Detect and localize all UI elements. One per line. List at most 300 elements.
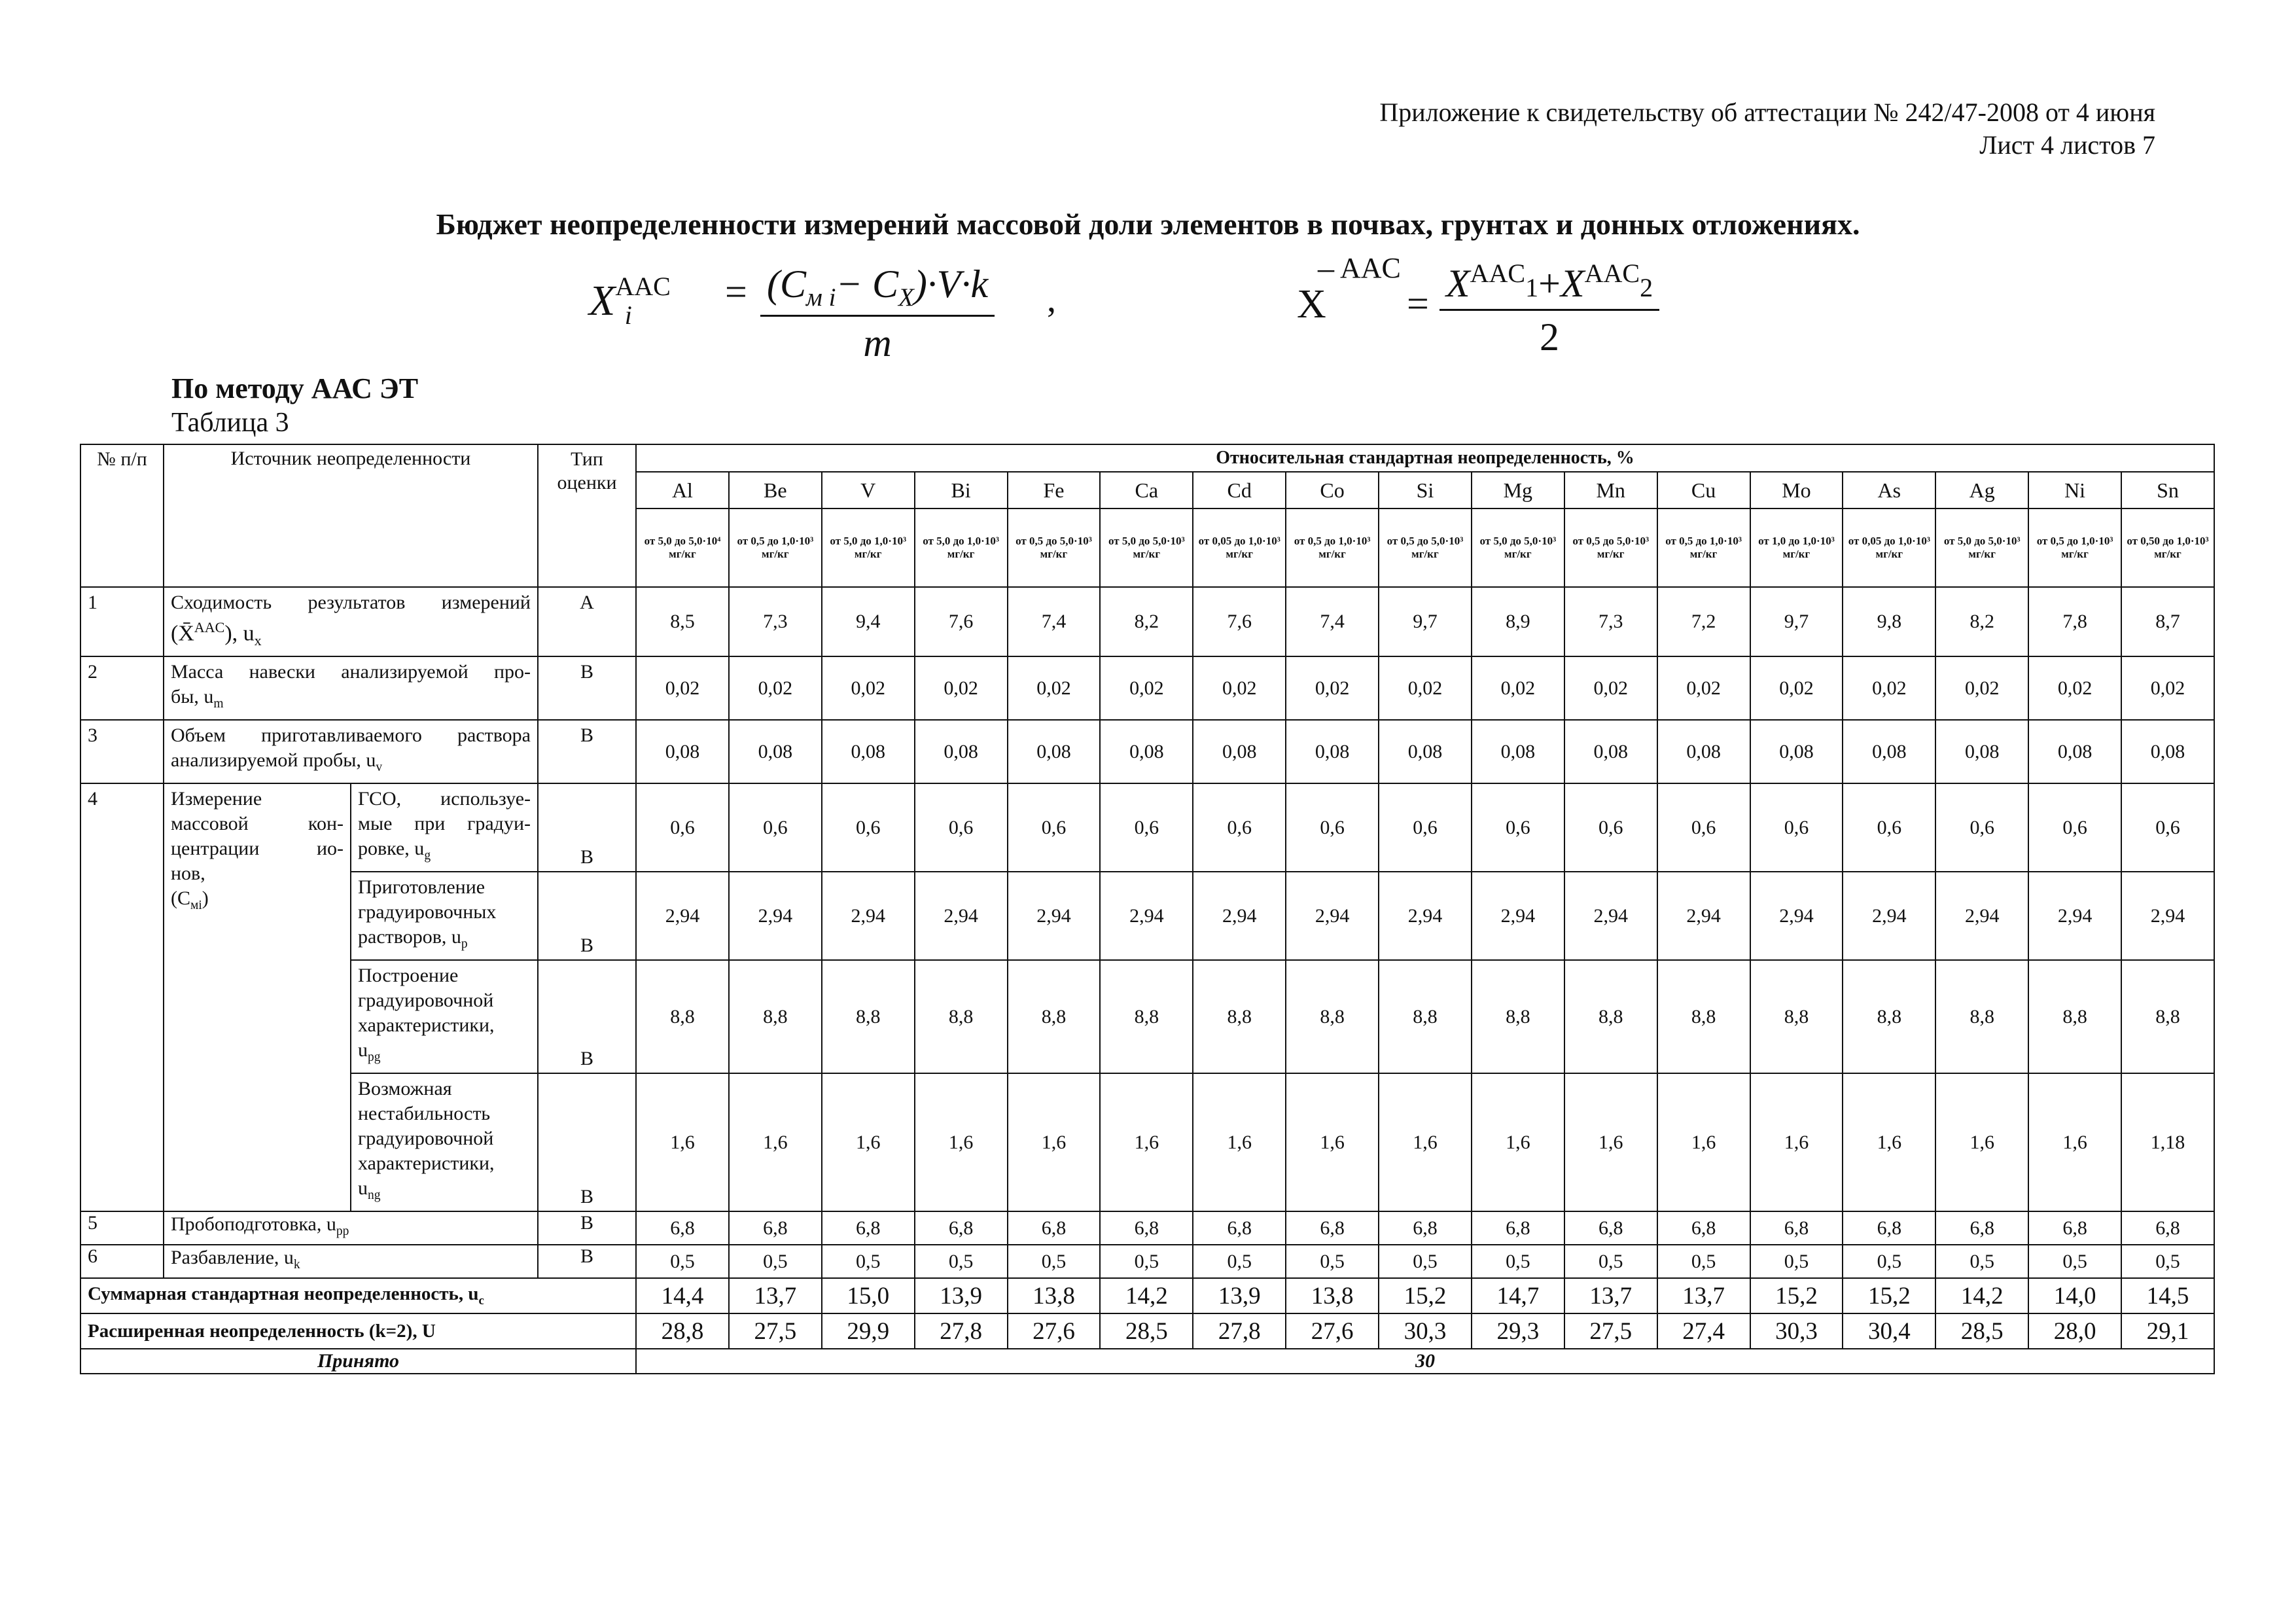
range-header-as: от 0,05 до 1,0·10³ мг/кг — [1843, 508, 1935, 587]
sub-source-line: Приготовление — [358, 876, 486, 899]
sample-preparation-co-value: 6,8 — [1286, 1211, 1379, 1245]
repeatability-be-value: 7,3 — [729, 587, 822, 656]
solution-volume-be-value: 0,08 — [729, 720, 822, 783]
preparation-co-value: 2,94 — [1286, 872, 1379, 960]
solution-volume-mo-value: 0,08 — [1750, 720, 1843, 783]
dilution-cu-value: 0,5 — [1657, 1245, 1750, 1278]
group-line: центрации ио- — [171, 838, 344, 860]
combined-cu-value: 13,7 — [1657, 1278, 1750, 1313]
element-header-as: As — [1843, 472, 1935, 508]
expanded-al-value: 28,8 — [636, 1313, 729, 1349]
solution-volume-v-value: 0,08 — [822, 720, 915, 783]
sample-preparation-cd-value: 6,8 — [1193, 1211, 1286, 1245]
row-number: 2 — [80, 656, 164, 720]
row-source — [164, 720, 538, 783]
element-header-cd: Cd — [1193, 472, 1286, 508]
preparation-mo-value: 2,94 — [1750, 872, 1843, 960]
gso-mn-value: 0,6 — [1564, 783, 1657, 872]
instability-sn-value: 1,18 — [2121, 1073, 2214, 1211]
repeatability-ni-value: 7,8 — [2028, 587, 2121, 656]
combined-as-value: 15,2 — [1843, 1278, 1935, 1313]
repeatability-mn-value: 7,3 — [1564, 587, 1657, 656]
calibration-sn-value: 8,8 — [2121, 960, 2214, 1073]
group-line: нов, — [171, 863, 205, 885]
group-line: $(C_{мi})$ — [171, 887, 209, 913]
instability-ag-value: 1,6 — [1935, 1073, 2028, 1211]
sub-source-line: нестабильность — [358, 1103, 491, 1125]
expanded-sn-value: 29,1 — [2121, 1313, 2214, 1349]
accepted-label: Принято — [80, 1349, 636, 1374]
sample-preparation-be-value: 6,8 — [729, 1211, 822, 1245]
repeatability-as-value: 9,8 — [1843, 587, 1935, 656]
sample-mass-al-value: 0,02 — [636, 656, 729, 720]
col-source-header: Источник неопределенности — [164, 444, 538, 587]
formula1-eq: = — [725, 270, 747, 313]
subscript: x — [254, 632, 262, 649]
preparation-mg-value: 2,94 — [1472, 872, 1564, 960]
expanded-ca-value: 28,5 — [1100, 1313, 1193, 1349]
row-solution-volume — [80, 720, 2214, 783]
range-header-mn: от 0,5 до 5,0·10³ мг/кг — [1564, 508, 1657, 587]
source-line: Масса навески анализируемой про- — [171, 661, 531, 683]
sub-source-line: Возможная — [358, 1078, 452, 1100]
repeatability-al-value: 8,5 — [636, 587, 729, 656]
repeatability-cu-value: 7,2 — [1657, 587, 1750, 656]
combined-ag-value: 14,2 — [1935, 1278, 2028, 1313]
range-header-ag: от 5,0 до 5,0·10³ мг/кг — [1935, 508, 2028, 587]
sub-source-line: градуировочных — [358, 901, 497, 923]
element-header-sn: Sn — [2121, 472, 2214, 508]
calibration-bi-value: 8,8 — [915, 960, 1008, 1073]
uncertainty-budget-table — [80, 444, 2215, 1374]
range-header-bi: от 5,0 до 1,0·10³ мг/кг — [915, 508, 1008, 587]
calibration-be-value: 8,8 — [729, 960, 822, 1073]
gso-al-value: 0,6 — [636, 783, 729, 872]
dilution-ni-value: 0,5 — [2028, 1245, 2121, 1278]
solution-volume-mn-value: 0,08 — [1564, 720, 1657, 783]
element-header-si: Si — [1379, 472, 1472, 508]
subscript: k — [293, 1258, 300, 1272]
range-header-v: от 5,0 до 1,0·10³ мг/кг — [822, 508, 915, 587]
sample-preparation-as-value: 6,8 — [1843, 1211, 1935, 1245]
element-header-ca: Ca — [1100, 472, 1193, 508]
dilution-cd-value: 0,5 — [1193, 1245, 1286, 1278]
row-number: 5 — [80, 1211, 164, 1245]
sub-source-line: ровке, $u_g$ — [358, 838, 431, 863]
element-header-cu: Cu — [1657, 472, 1750, 508]
formula2-eq: = — [1407, 282, 1429, 325]
formula1-lhs: $X^{AAC}_i$ — [589, 272, 671, 330]
combined-bi-value: 13,9 — [915, 1278, 1008, 1313]
col-number-header: № п/п — [80, 444, 164, 587]
gso-ni-value: 0,6 — [2028, 783, 2121, 872]
table-body — [80, 444, 2214, 1374]
sub-source-line: $u_{pg}$ — [358, 1039, 381, 1065]
source-line: Сходимость результатов измерений — [171, 592, 531, 613]
row-repeatability — [80, 587, 2214, 656]
sub-source-line: мые при градуи- — [358, 813, 531, 835]
gso-co-value: 0,6 — [1286, 783, 1379, 872]
sub-source-line: градуировочной — [358, 1128, 494, 1150]
formula2-lhs: X — [1297, 282, 1326, 327]
range-header-mo: от 1,0 до 1,0·10³ мг/кг — [1750, 508, 1843, 587]
header-line-1: Приложение к свидетельству об аттестации № 242/47-2008 от 4 июня — [1379, 98, 2155, 127]
subscript: pg — [368, 1050, 381, 1065]
combined-mo-value: 15,2 — [1750, 1278, 1843, 1313]
repeatability-v-value: 9,4 — [822, 587, 915, 656]
row-number: 6 — [80, 1245, 164, 1278]
preparation-ag-value: 2,94 — [1935, 872, 2028, 960]
row-source — [164, 656, 538, 720]
group-line: Измерение — [171, 788, 262, 810]
solution-volume-al-value: 0,08 — [636, 720, 729, 783]
sub-source-line: градуировочной — [358, 990, 494, 1012]
subscript: c — [478, 1294, 484, 1308]
repeatability-mg-value: 8,9 — [1472, 587, 1564, 656]
sub-source-line: характеристики, — [358, 1152, 495, 1175]
row-type: B — [538, 872, 636, 960]
subscript: мi — [190, 899, 202, 913]
sample-mass-mn-value: 0,02 — [1564, 656, 1657, 720]
repeatability-co-value: 7,4 — [1286, 587, 1379, 656]
sample-mass-fe-value: 0,02 — [1008, 656, 1101, 720]
preparation-sn-value: 2,94 — [2121, 872, 2214, 960]
dilution-mn-value: 0,5 — [1564, 1245, 1657, 1278]
row-sample-mass — [80, 656, 2214, 720]
sample-preparation-bi-value: 6,8 — [915, 1211, 1008, 1245]
element-header-ag: Ag — [1935, 472, 2028, 508]
element-header-fe: Fe — [1008, 472, 1101, 508]
subscript: pp — [336, 1224, 349, 1239]
solution-volume-co-value: 0,08 — [1286, 720, 1379, 783]
preparation-mn-value: 2,94 — [1564, 872, 1657, 960]
dilution-ca-value: 0,5 — [1100, 1245, 1193, 1278]
element-header-mg: Mg — [1472, 472, 1564, 508]
range-header-be: от 0,5 до 1,0·10³ мг/кг — [729, 508, 822, 587]
source-line: Объем приготавливаемого раствора — [171, 724, 531, 747]
instability-ni-value: 1,6 — [2028, 1073, 2121, 1211]
combined-mg-value: 14,7 — [1472, 1278, 1564, 1313]
expanded-co-value: 27,6 — [1286, 1313, 1379, 1349]
row-number: 1 — [80, 587, 164, 656]
row-measurement-instability — [80, 1073, 2214, 1211]
col-type-header: Тип оценки — [538, 444, 636, 587]
combined-ca-value: 14,2 — [1100, 1278, 1193, 1313]
expanded-mn-value: 27,5 — [1564, 1313, 1657, 1349]
source-line: бы, $u_m$ — [171, 686, 224, 711]
sub-source-line: растворов, $u_p$ — [358, 926, 468, 952]
calibration-as-value: 8,8 — [1843, 960, 1935, 1073]
range-header-cd: от 0,05 до 1,0·10³ мг/кг — [1193, 508, 1286, 587]
col-group-header: Относительная стандартная неопределенность, % — [636, 444, 2214, 472]
gso-si-value: 0,6 — [1379, 783, 1472, 872]
solution-volume-ni-value: 0,08 — [2028, 720, 2121, 783]
gso-ag-value: 0,6 — [1935, 783, 2028, 872]
instability-mg-value: 1,6 — [1472, 1073, 1564, 1211]
repeatability-cd-value: 7,6 — [1193, 587, 1286, 656]
instability-bi-value: 1,6 — [915, 1073, 1008, 1211]
sample-mass-bi-value: 0,02 — [915, 656, 1008, 720]
sub-source-line: $u_{ng}$ — [358, 1177, 381, 1203]
combined-fe-value: 13,8 — [1008, 1278, 1101, 1313]
sample-preparation-v-value: 6,8 — [822, 1211, 915, 1245]
instability-v-value: 1,6 — [822, 1073, 915, 1211]
element-header-ni: Ni — [2028, 472, 2121, 508]
preparation-cd-value: 2,94 — [1193, 872, 1286, 960]
sample-mass-ni-value: 0,02 — [2028, 656, 2121, 720]
superscript: AAC — [194, 619, 225, 635]
range-header-mg: от 5,0 до 5,0·10³ мг/кг — [1472, 508, 1564, 587]
sample-preparation-cu-value: 6,8 — [1657, 1211, 1750, 1245]
sample-mass-si-value: 0,02 — [1379, 656, 1472, 720]
subscript: m — [213, 697, 224, 711]
calibration-fe-value: 8,8 — [1008, 960, 1101, 1073]
instability-si-value: 1,6 — [1379, 1073, 1472, 1211]
sub-source-line: ГСО, используе- — [358, 788, 531, 810]
calibration-mg-value: 8,8 — [1472, 960, 1564, 1073]
sample-mass-as-value: 0,02 — [1843, 656, 1935, 720]
row-measurement-preparation — [80, 872, 2214, 960]
solution-volume-as-value: 0,08 — [1843, 720, 1935, 783]
row-type: B — [538, 656, 636, 720]
source-line: (X̄$^{AAC}$), $u_x$ — [171, 619, 262, 649]
expanded-as-value: 30,4 — [1843, 1313, 1935, 1349]
preparation-al-value: 2,94 — [636, 872, 729, 960]
dilution-mg-value: 0,5 — [1472, 1245, 1564, 1278]
sub-source — [351, 783, 538, 872]
range-header-si: от 0,5 до 5,0·10³ мг/кг — [1379, 508, 1472, 587]
header-row-1 — [80, 444, 2214, 472]
expanded-be-value: 27,5 — [729, 1313, 822, 1349]
element-header-bi: Bi — [915, 472, 1008, 508]
sample-preparation-ag-value: 6,8 — [1935, 1211, 2028, 1245]
formula2-fraction: $X^{AAC}1+X^{AAC}2$ 2 — [1439, 258, 1659, 360]
repeatability-ag-value: 8,2 — [1935, 587, 2028, 656]
sub-source — [351, 960, 538, 1073]
row-dilution — [80, 1245, 2214, 1278]
range-header-fe: от 0,5 до 5,0·10³ мг/кг — [1008, 508, 1101, 587]
sample-mass-cd-value: 0,02 — [1193, 656, 1286, 720]
table-caption: Таблица 3 — [171, 408, 289, 438]
row-expanded-uncertainty — [80, 1313, 2214, 1349]
subscript: v — [376, 760, 383, 775]
sample-mass-ag-value: 0,02 — [1935, 656, 2028, 720]
expanded-si-value: 30,3 — [1379, 1313, 1472, 1349]
sample-mass-co-value: 0,02 — [1286, 656, 1379, 720]
solution-volume-ca-value: 0,08 — [1100, 720, 1193, 783]
calibration-v-value: 8,8 — [822, 960, 915, 1073]
sample-preparation-al-value: 6,8 — [636, 1211, 729, 1245]
range-header-sn: от 0,50 до 1,0·10³ мг/кг — [2121, 508, 2214, 587]
instability-as-value: 1,6 — [1843, 1073, 1935, 1211]
expanded-v-value: 29,9 — [822, 1313, 915, 1349]
combined-al-value: 14,4 — [636, 1278, 729, 1313]
combined-cd-value: 13,9 — [1193, 1278, 1286, 1313]
dilution-fe-value: 0,5 — [1008, 1245, 1101, 1278]
preparation-ni-value: 2,94 — [2028, 872, 2121, 960]
combined-v-value: 15,0 — [822, 1278, 915, 1313]
row-type: B — [538, 1211, 636, 1245]
sample-preparation-mn-value: 6,8 — [1564, 1211, 1657, 1245]
instability-cd-value: 1,6 — [1193, 1073, 1286, 1211]
calibration-cd-value: 8,8 — [1193, 960, 1286, 1073]
row-type: B — [538, 1245, 636, 1278]
subscript: g — [424, 849, 431, 863]
sample-mass-mo-value: 0,02 — [1750, 656, 1843, 720]
expanded-uncertainty-label: Расширенная неопределенность (k=2), U — [80, 1313, 636, 1349]
row-type: B — [538, 783, 636, 872]
instability-mn-value: 1,6 — [1564, 1073, 1657, 1211]
source-line: анализируемой пробы, $u_v$ — [171, 749, 383, 775]
dilution-mo-value: 0,5 — [1750, 1245, 1843, 1278]
formula2-sup: AAC — [1340, 252, 1401, 284]
sub-source-line: Построение — [358, 965, 459, 987]
expanded-fe-value: 27,6 — [1008, 1313, 1101, 1349]
element-header-v: V — [822, 472, 915, 508]
row-source: Разбавление, $u_k$ — [164, 1245, 538, 1278]
combined-mn-value: 13,7 — [1564, 1278, 1657, 1313]
range-header-cu: от 0,5 до 1,0·10³ мг/кг — [1657, 508, 1750, 587]
gso-mo-value: 0,6 — [1750, 783, 1843, 872]
calibration-ni-value: 8,8 — [2028, 960, 2121, 1073]
element-header-mn: Mn — [1564, 472, 1657, 508]
expanded-cd-value: 27,8 — [1193, 1313, 1286, 1349]
formula-mean — [1282, 249, 1754, 380]
calibration-al-value: 8,8 — [636, 960, 729, 1073]
element-header-be: Be — [729, 472, 822, 508]
row-measurement-calibration — [80, 960, 2214, 1073]
repeatability-mo-value: 9,7 — [1750, 587, 1843, 656]
range-header-al: от 5,0 до 5,0·10⁴ мг/кг — [636, 508, 729, 587]
group-line: массовой кон- — [171, 813, 344, 835]
dilution-si-value: 0,5 — [1379, 1245, 1472, 1278]
combined-sn-value: 14,5 — [2121, 1278, 2214, 1313]
gso-bi-value: 0,6 — [915, 783, 1008, 872]
combined-si-value: 15,2 — [1379, 1278, 1472, 1313]
dilution-al-value: 0,5 — [636, 1245, 729, 1278]
formula2-bar: – — [1318, 249, 1334, 286]
expanded-mo-value: 30,3 — [1750, 1313, 1843, 1349]
calibration-mo-value: 8,8 — [1750, 960, 1843, 1073]
dilution-bi-value: 0,5 — [915, 1245, 1008, 1278]
combined-uncertainty-label: Суммарная стандартная неопределенность, $u_c$ — [80, 1278, 636, 1313]
preparation-be-value: 2,94 — [729, 872, 822, 960]
expanded-bi-value: 27,8 — [915, 1313, 1008, 1349]
sub-source — [351, 872, 538, 960]
row-measurement-gso — [80, 783, 2214, 872]
instability-ca-value: 1,6 — [1100, 1073, 1193, 1211]
sample-mass-cu-value: 0,02 — [1657, 656, 1750, 720]
dilution-co-value: 0,5 — [1286, 1245, 1379, 1278]
preparation-fe-value: 2,94 — [1008, 872, 1101, 960]
calibration-co-value: 8,8 — [1286, 960, 1379, 1073]
document-title: Бюджет неопределенности измерений массовой доли элементов в почвах, грунтах и донных отложениях. — [436, 207, 1860, 241]
formula1-comma: , — [1047, 279, 1056, 320]
formula-individual — [589, 262, 1086, 380]
sample-mass-sn-value: 0,02 — [2121, 656, 2214, 720]
accepted-value: 30 — [636, 1349, 2214, 1374]
combined-ni-value: 14,0 — [2028, 1278, 2121, 1313]
sample-preparation-mg-value: 6,8 — [1472, 1211, 1564, 1245]
repeatability-sn-value: 8,7 — [2121, 587, 2214, 656]
sample-mass-be-value: 0,02 — [729, 656, 822, 720]
row-number: 4 — [80, 783, 164, 1211]
header-line-2: Лист 4 листов 7 — [1979, 130, 2155, 160]
expanded-cu-value: 27,4 — [1657, 1313, 1750, 1349]
instability-be-value: 1,6 — [729, 1073, 822, 1211]
calibration-cu-value: 8,8 — [1657, 960, 1750, 1073]
solution-volume-si-value: 0,08 — [1379, 720, 1472, 783]
preparation-cu-value: 2,94 — [1657, 872, 1750, 960]
instability-al-value: 1,6 — [636, 1073, 729, 1211]
range-header-co: от 0,5 до 1,0·10³ мг/кг — [1286, 508, 1379, 587]
row-number: 3 — [80, 720, 164, 783]
gso-as-value: 0,6 — [1843, 783, 1935, 872]
row-type: B — [538, 960, 636, 1073]
expanded-ni-value: 28,0 — [2028, 1313, 2121, 1349]
gso-cd-value: 0,6 — [1193, 783, 1286, 872]
instability-fe-value: 1,6 — [1008, 1073, 1101, 1211]
row-type: A — [538, 587, 636, 656]
sample-preparation-mo-value: 6,8 — [1750, 1211, 1843, 1245]
element-header-mo: Mo — [1750, 472, 1843, 508]
sample-preparation-sn-value: 6,8 — [2121, 1211, 2214, 1245]
solution-volume-cd-value: 0,08 — [1193, 720, 1286, 783]
gso-be-value: 0,6 — [729, 783, 822, 872]
repeatability-bi-value: 7,6 — [915, 587, 1008, 656]
combined-co-value: 13,8 — [1286, 1278, 1379, 1313]
gso-mg-value: 0,6 — [1472, 783, 1564, 872]
expanded-mg-value: 29,3 — [1472, 1313, 1564, 1349]
solution-volume-fe-value: 0,08 — [1008, 720, 1101, 783]
solution-volume-bi-value: 0,08 — [915, 720, 1008, 783]
calibration-mn-value: 8,8 — [1564, 960, 1657, 1073]
preparation-v-value: 2,94 — [822, 872, 915, 960]
calibration-ca-value: 8,8 — [1100, 960, 1193, 1073]
row-source — [164, 587, 538, 656]
repeatability-ca-value: 8,2 — [1100, 587, 1193, 656]
dilution-v-value: 0,5 — [822, 1245, 915, 1278]
gso-cu-value: 0,6 — [1657, 783, 1750, 872]
solution-volume-mg-value: 0,08 — [1472, 720, 1564, 783]
gso-v-value: 0,6 — [822, 783, 915, 872]
expanded-ag-value: 28,5 — [1935, 1313, 2028, 1349]
subscript: ng — [368, 1188, 381, 1203]
row-source: Пробоподготовка, $u_{pp}$ — [164, 1211, 538, 1245]
sample-mass-ca-value: 0,02 — [1100, 656, 1193, 720]
sample-preparation-ni-value: 6,8 — [2028, 1211, 2121, 1245]
preparation-bi-value: 2,94 — [915, 872, 1008, 960]
gso-fe-value: 0,6 — [1008, 783, 1101, 872]
instability-co-value: 1,6 — [1286, 1073, 1379, 1211]
sample-preparation-si-value: 6,8 — [1379, 1211, 1472, 1245]
row-accepted — [80, 1349, 2214, 1374]
calibration-ag-value: 8,8 — [1935, 960, 2028, 1073]
solution-volume-cu-value: 0,08 — [1657, 720, 1750, 783]
instability-cu-value: 1,6 — [1657, 1073, 1750, 1211]
gso-ca-value: 0,6 — [1100, 783, 1193, 872]
combined-be-value: 13,7 — [729, 1278, 822, 1313]
row-sample-preparation — [80, 1211, 2214, 1245]
dilution-as-value: 0,5 — [1843, 1245, 1935, 1278]
element-header-co: Co — [1286, 472, 1379, 508]
calibration-si-value: 8,8 — [1379, 960, 1472, 1073]
formula1-fraction: $(C_{м i}- C_X)\cdot V\cdot k$ m — [760, 262, 995, 366]
repeatability-si-value: 9,7 — [1379, 587, 1472, 656]
dilution-ag-value: 0,5 — [1935, 1245, 2028, 1278]
preparation-ca-value: 2,94 — [1100, 872, 1193, 960]
row-combined-uncertainty — [80, 1278, 2214, 1313]
